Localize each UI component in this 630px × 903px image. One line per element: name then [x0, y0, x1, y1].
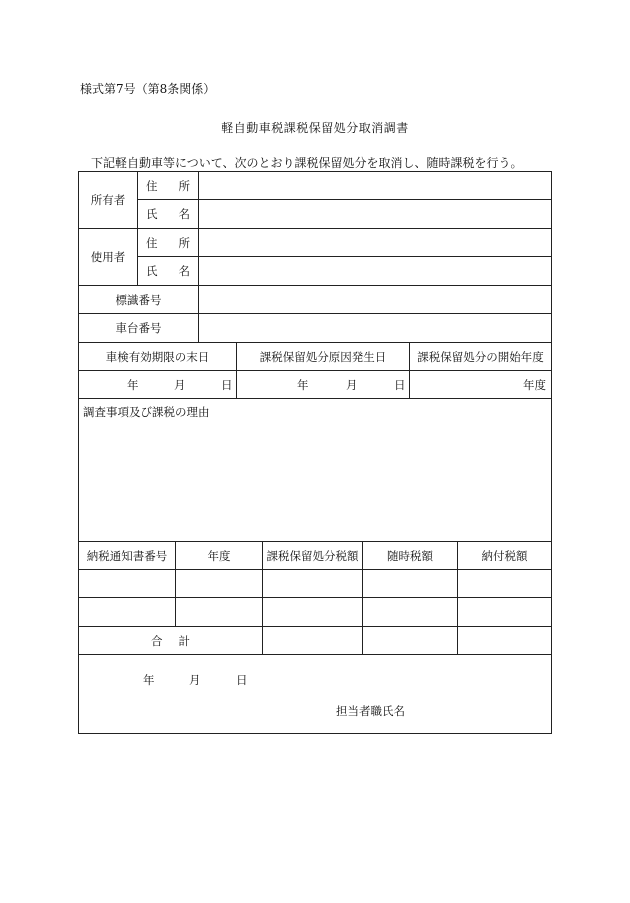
owner-name-label: 氏 名: [146, 207, 190, 221]
total-label: 合 計: [151, 633, 190, 648]
user-label: 使用者: [90, 250, 126, 264]
user-name-label: 氏 名: [146, 264, 190, 278]
user-address-label: 住 所: [146, 235, 190, 250]
paid-tax-cell[interactable]: [458, 570, 551, 597]
start-year-header: 課税保留処分の開始年度: [417, 349, 544, 364]
notice-number-cell[interactable]: [79, 570, 175, 597]
occasional-tax-header: 随時税額: [387, 548, 433, 563]
cause-date-header: 課税保留処分原因発生日: [259, 349, 387, 364]
withheld-tax-header: 課税保留処分税額: [266, 548, 359, 563]
occasional-tax-cell[interactable]: [363, 598, 457, 626]
owner-address-label: 住 所: [146, 178, 190, 193]
fiscal-year-cell[interactable]: [176, 598, 262, 626]
inspection-expiry-header: 車検有効期限の末日: [105, 349, 210, 364]
withheld-tax-cell[interactable]: [263, 598, 362, 626]
reason-field[interactable]: [83, 422, 547, 538]
total-occasional-tax-cell[interactable]: [363, 627, 457, 654]
footer-year-label: 年: [143, 673, 155, 687]
reason-label: 調査事項及び課税の理由: [83, 405, 210, 419]
footer-day-label: 日: [236, 673, 248, 687]
start-year-field[interactable]: 年度: [523, 377, 546, 392]
withheld-tax-cell[interactable]: [263, 570, 362, 597]
intro-text: 下記軽自動車等について、次のとおり課税保留処分を取消し、随時課税を行う。: [91, 156, 523, 170]
chassis-number-label: 車台番号: [115, 321, 162, 335]
officer-name-label: 担当者職氏名: [336, 704, 405, 718]
footer-section: [79, 655, 551, 733]
owner-label: 所有者: [90, 193, 126, 207]
chassis-number-field[interactable]: [204, 314, 548, 342]
fiscal-year-cell[interactable]: [176, 570, 262, 597]
paid-tax-cell[interactable]: [458, 598, 551, 626]
notice-number-header: 納税通知書番号: [86, 548, 168, 563]
plate-number-field[interactable]: [204, 286, 548, 313]
occasional-tax-cell[interactable]: [363, 570, 457, 597]
footer-month-label: 月: [189, 673, 201, 687]
document-title: 軽自動車税課税保留処分取消調書: [221, 121, 409, 135]
owner-name-field[interactable]: [204, 200, 548, 228]
cause-date-field[interactable]: 年 月 日: [297, 377, 406, 392]
plate-number-label: 標識番号: [115, 292, 162, 307]
total-paid-tax-cell[interactable]: [458, 627, 551, 654]
paid-tax-header: 納付税額: [481, 548, 528, 563]
fiscal-year-header: 年度: [207, 548, 231, 563]
owner-address-field[interactable]: [204, 172, 548, 199]
total-withheld-tax-cell[interactable]: [263, 627, 362, 654]
form-number: 様式第7号（第8条関係）: [80, 82, 216, 96]
user-address-field[interactable]: [204, 229, 548, 256]
notice-number-cell[interactable]: [79, 598, 175, 626]
inspection-expiry-date-field[interactable]: 年 月 日: [127, 377, 233, 392]
user-name-field[interactable]: [204, 257, 548, 285]
